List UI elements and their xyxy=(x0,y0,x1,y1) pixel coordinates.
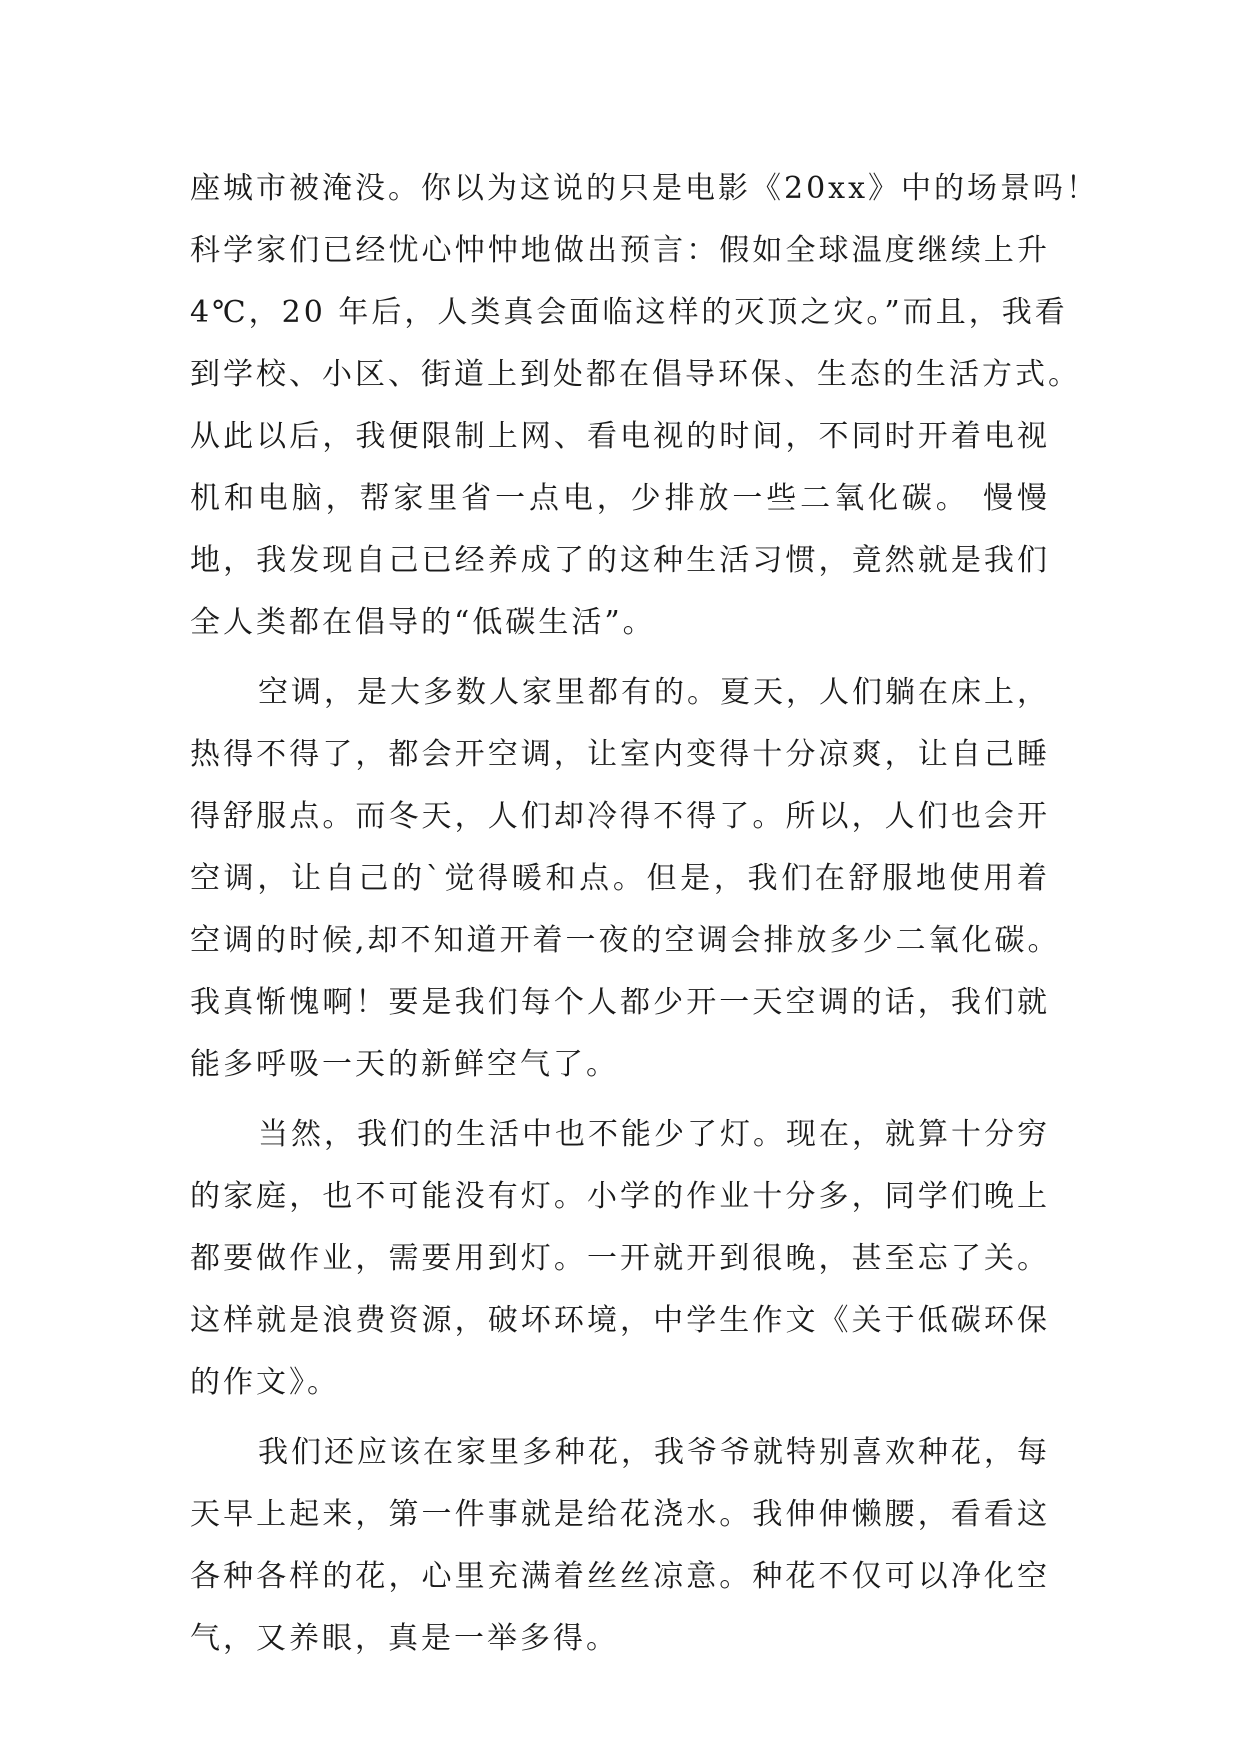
text-line: 当然，我们的生活中也不能少了灯。现在，就算十分穷 xyxy=(258,1117,1050,1152)
text-line: 座城市被淹没。你以为这说的只是电影《20xx》中的场景吗！ xyxy=(190,171,1100,206)
paragraph-4 xyxy=(190,1422,1050,1670)
text-line: 空调，是大多数人家里都有的。夏天，人们躺在床上， xyxy=(258,675,1050,710)
text-line: 热得不得了，都会开空调，让室内变得十分凉爽，让自己睡 xyxy=(190,737,1050,772)
paragraph-spacer xyxy=(190,1096,1050,1104)
text-line: 4℃，20 年后，人类真会面临这样的灭顶之灾。”而且，我看 xyxy=(190,295,1068,330)
text-line: 的家庭，也不可能没有灯。小学的作业十分多，同学们晚上 xyxy=(190,1179,1050,1214)
text-line: 能多呼吸一天的新鲜空气了。 xyxy=(190,1047,619,1082)
text-line: 都要做作业，需要用到灯。一开就开到很晚，甚至忘了关。 xyxy=(190,1241,1050,1276)
text-line: 全人类都在倡导的“低碳生活”。 xyxy=(190,605,656,640)
paragraph-spacer xyxy=(190,654,1050,662)
paragraph-spacer xyxy=(190,1414,1050,1422)
text-line: 气，又养眼，真是一举多得。 xyxy=(190,1621,619,1656)
paragraph-1 xyxy=(190,158,1100,654)
paragraph-3 xyxy=(190,1104,1050,1414)
text-line: 机和电脑，帮家里省一点电，少排放一些二氧化碳。 慢慢 xyxy=(190,481,1050,516)
text-line: 空调，让自己的`觉得暖和点。但是，我们在舒服地使用着 xyxy=(190,861,1050,896)
text-line: 天早上起来，第一件事就是给花浇水。我伸伸懒腰，看看这 xyxy=(190,1497,1050,1532)
text-line: 地，我发现自己已经养成了的这种生活习惯，竟然就是我们 xyxy=(190,543,1050,578)
text-line: 空调的时候,却不知道开着一夜的空调会排放多少二氧化碳。 xyxy=(190,923,1061,958)
essay-body xyxy=(190,158,1100,1670)
text-line: 科学家们已经忧心忡忡地做出预言：假如全球温度继续上升 xyxy=(190,233,1050,268)
text-line: 到学校、小区、街道上到处都在倡导环保、生态的生活方式。 xyxy=(190,357,1081,392)
text-line: 从此以后，我便限制上网、看电视的时间，不同时开着电视 xyxy=(190,419,1050,454)
text-line: 我们还应该在家里多种花，我爷爷就特别喜欢种花，每 xyxy=(258,1435,1050,1470)
text-line: 各种各样的花，心里充满着丝丝凉意。种花不仅可以净化空 xyxy=(190,1559,1050,1594)
text-line: 我真惭愧啊！要是我们每个人都少开一天空调的话，我们就 xyxy=(190,985,1050,1020)
text-line: 这样就是浪费资源，破坏环境，中学生作文《关于低碳环保 xyxy=(190,1303,1050,1338)
text-line: 得舒服点。而冬天，人们却冷得不得了。所以，人们也会开 xyxy=(190,799,1050,834)
text-line: 的作文》。 xyxy=(190,1365,340,1400)
paragraph-2 xyxy=(190,662,1061,1096)
